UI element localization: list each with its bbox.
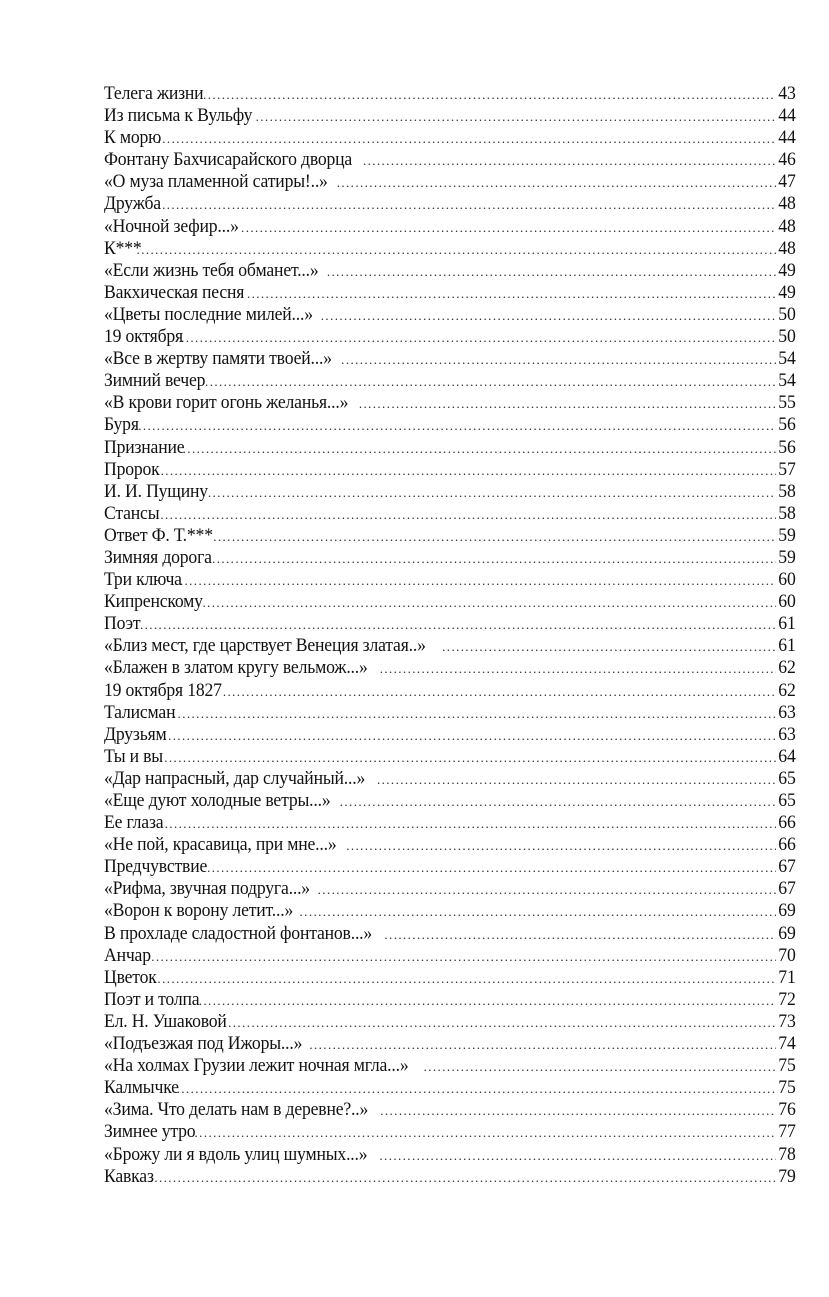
- toc-entry: [104, 414, 796, 436]
- toc-entry: [104, 657, 796, 679]
- toc-entry: [104, 591, 796, 613]
- toc-entry-page-number: 64: [778, 745, 796, 767]
- toc-entry-page-number: 48: [778, 215, 796, 237]
- toc-entry: [104, 348, 796, 370]
- dot-leader: [337, 172, 777, 194]
- toc-entry-page-number: 55: [778, 392, 796, 414]
- toc-entry-page-number: 56: [778, 414, 796, 436]
- dot-leader: [241, 217, 776, 239]
- toc-entry-title: «Не пой, красавица, при мне...»: [104, 834, 337, 856]
- dot-leader: [160, 747, 777, 769]
- toc-entry: [104, 790, 796, 812]
- toc-entry-title: «Еще дуют холодные ветры...»: [104, 790, 331, 811]
- toc-entry-page-number: 78: [778, 1143, 796, 1165]
- toc-entry: [104, 724, 796, 746]
- toc-entry-page-number: 44: [778, 127, 796, 149]
- toc-entry-page-number: 60: [778, 569, 796, 591]
- dot-leader: [156, 460, 776, 482]
- toc-entry-title: Зимний вечер: [104, 370, 206, 392]
- toc-entry-title: Ел. Н. Ушаковой: [104, 1010, 227, 1032]
- toc-entry-title: «Ворон к ворону летит...»: [104, 900, 294, 922]
- dot-leader: [195, 1122, 777, 1144]
- toc-entry-title: «Дар напрасный, дар случайный...»: [104, 767, 366, 789]
- toc-entry: [104, 1121, 796, 1143]
- dot-leader: [157, 194, 776, 216]
- toc-entry-title: «Близ мест, где царствует Венеция златая..»: [104, 635, 426, 657]
- toc-entry-page-number: 58: [778, 480, 796, 502]
- toc-entry-title: Анчар: [104, 944, 151, 966]
- dot-leader: [207, 857, 776, 879]
- toc-entry-title: Талисман: [104, 701, 176, 723]
- toc-entry-title: Поэт: [104, 613, 141, 635]
- toc-entry: [104, 459, 796, 481]
- dot-leader: [321, 305, 777, 327]
- dot-leader: [137, 239, 777, 261]
- toc-entry: [104, 481, 796, 503]
- toc-entry-page-number: 62: [778, 679, 796, 701]
- dot-leader: [163, 725, 776, 747]
- toc-entry: [104, 1144, 796, 1166]
- dot-leader: [380, 1100, 776, 1122]
- toc-entry-title: Зимняя дорога: [104, 546, 212, 568]
- toc-entry: [104, 1055, 796, 1077]
- table-of-contents: [104, 83, 796, 1188]
- toc-entry-page-number: 70: [778, 944, 796, 966]
- toc-entry-title: Ответ Ф. Т.***: [104, 524, 213, 546]
- toc-entry-title: «В крови горит огонь желанья...»: [104, 392, 349, 414]
- toc-entry: [104, 878, 796, 900]
- toc-entry-page-number: 69: [778, 900, 796, 922]
- toc-entry-page-number: 44: [778, 105, 796, 127]
- toc-entry-title: К***: [104, 237, 142, 259]
- toc-entry-title: Калмычке: [104, 1077, 179, 1099]
- toc-entry: [104, 967, 796, 989]
- dot-leader: [183, 438, 777, 460]
- dot-leader: [199, 990, 777, 1012]
- toc-entry-title: «Брожу ли я вдоль улиц шумных...»: [104, 1143, 368, 1165]
- toc-entry: [104, 171, 796, 193]
- dot-leader: [424, 1056, 777, 1078]
- toc-entry: [104, 680, 796, 702]
- toc-entry: [104, 83, 796, 105]
- toc-entry-page-number: 48: [778, 237, 796, 259]
- toc-entry: [104, 437, 796, 459]
- dot-leader: [247, 283, 776, 305]
- toc-entry: [104, 282, 796, 304]
- dot-leader: [134, 415, 777, 437]
- toc-entry-page-number: 72: [778, 988, 796, 1010]
- toc-entry-page-number: 49: [778, 281, 796, 303]
- toc-entry-page-number: 66: [778, 812, 796, 834]
- dot-leader: [213, 526, 776, 548]
- toc-entry-title: Из письма к Вульфу: [104, 105, 253, 127]
- dot-leader: [156, 504, 777, 526]
- toc-entry-page-number: 59: [778, 546, 796, 568]
- toc-entry: [104, 702, 796, 724]
- toc-entry-title: «Цветы последние милей...»: [104, 303, 313, 325]
- dot-leader: [173, 703, 777, 725]
- toc-entry: [104, 1077, 796, 1099]
- toc-entry-page-number: 66: [778, 834, 796, 856]
- toc-entry-title: Телега жизни: [104, 83, 204, 104]
- toc-entry: [104, 746, 796, 768]
- dot-leader: [223, 681, 777, 703]
- dot-leader: [379, 1145, 776, 1167]
- dot-leader: [442, 636, 776, 658]
- toc-entry-page-number: 59: [778, 524, 796, 546]
- toc-entry-page-number: 74: [778, 1033, 796, 1055]
- toc-entry-page-number: 67: [778, 856, 796, 878]
- toc-entry: [104, 525, 796, 547]
- toc-entry-page-number: 43: [778, 83, 796, 104]
- toc-entry-page-number: 63: [778, 723, 796, 745]
- toc-entry: [104, 613, 796, 635]
- toc-entry-title: Ее глаза: [104, 812, 164, 834]
- toc-entry-page-number: 79: [778, 1165, 796, 1187]
- toc-entry: [104, 1011, 796, 1033]
- toc-entry-page-number: 54: [778, 348, 796, 370]
- toc-entry-page-number: 76: [778, 1099, 796, 1121]
- toc-entry: [104, 547, 796, 569]
- toc-entry-page-number: 63: [778, 701, 796, 723]
- toc-entry-title: И. И. Пущину: [104, 480, 208, 502]
- dot-leader: [181, 327, 776, 349]
- toc-entry-page-number: 50: [778, 326, 796, 348]
- toc-entry: [104, 1033, 796, 1055]
- dot-leader: [203, 84, 776, 106]
- toc-entry-page-number: 69: [778, 922, 796, 944]
- dot-leader: [340, 791, 777, 813]
- toc-entry: [104, 569, 796, 591]
- toc-entry: [104, 216, 796, 238]
- toc-entry: [104, 149, 796, 171]
- toc-entry: [104, 768, 796, 790]
- toc-entry-title: Кавказ: [104, 1165, 154, 1187]
- toc-entry-title: «Ночной зефир...»: [104, 215, 239, 237]
- toc-entry: [104, 900, 796, 922]
- toc-entry: [104, 1166, 796, 1188]
- toc-entry: [104, 105, 796, 127]
- toc-entry: [104, 304, 796, 326]
- toc-entry-page-number: 62: [778, 657, 796, 679]
- toc-entry: [104, 260, 796, 282]
- dot-leader: [377, 769, 776, 791]
- toc-entry-title: Вакхическая песня: [104, 281, 245, 303]
- dot-leader: [384, 924, 776, 946]
- toc-entry: [104, 945, 796, 967]
- toc-entry-title: Признание: [104, 436, 185, 458]
- toc-entry-page-number: 65: [778, 767, 796, 789]
- toc-entry-page-number: 77: [778, 1121, 796, 1143]
- dot-leader: [135, 614, 776, 636]
- dot-leader: [300, 901, 777, 923]
- dot-leader: [256, 106, 777, 128]
- toc-entry-page-number: 50: [778, 303, 796, 325]
- dot-leader: [208, 482, 776, 504]
- toc-entry-title: Ты и вы: [104, 745, 163, 767]
- toc-entry-title: «Если жизнь тебя обманет...»: [104, 259, 319, 281]
- toc-entry-page-number: 75: [778, 1055, 796, 1077]
- toc-entry-title: «Зима. Что делать нам в деревне?..»: [104, 1099, 369, 1121]
- toc-entry: [104, 326, 796, 348]
- dot-leader: [147, 946, 777, 968]
- toc-entry-title: «Все в жертву памяти твоей...»: [104, 348, 332, 370]
- toc-entry: [104, 856, 796, 878]
- toc-entry-page-number: 75: [778, 1077, 796, 1099]
- toc-entry-title: Предчувствие: [104, 856, 208, 878]
- toc-entry-page-number: 60: [778, 591, 796, 613]
- toc-entry-title: К морю: [104, 127, 162, 149]
- toc-entry-page-number: 47: [778, 171, 796, 193]
- dot-leader: [150, 1167, 777, 1189]
- toc-entry: [104, 370, 796, 392]
- toc-entry-title: «Рифма, звучная подруга...»: [104, 878, 310, 900]
- toc-entry-page-number: 67: [778, 878, 796, 900]
- toc-entry-title: «О муза пламенной сатиры!..»: [104, 171, 328, 193]
- toc-entry-page-number: 58: [778, 502, 796, 524]
- toc-entry: [104, 127, 796, 149]
- toc-entry-page-number: 71: [778, 966, 796, 988]
- dot-leader: [327, 261, 777, 283]
- dot-leader: [363, 150, 776, 172]
- toc-entry-page-number: 57: [778, 458, 796, 480]
- dot-leader: [177, 1078, 777, 1100]
- dot-leader: [205, 371, 776, 393]
- toc-entry-page-number: 54: [778, 370, 796, 392]
- toc-entry-title: Пророк: [104, 458, 160, 480]
- toc-entry-page-number: 61: [778, 635, 796, 657]
- toc-entry: [104, 635, 796, 657]
- dot-leader: [160, 813, 776, 835]
- toc-entry-title: В прохладе сладостной фонтанов...»: [104, 922, 373, 944]
- dot-leader: [153, 968, 777, 990]
- toc-entry: [104, 1099, 796, 1121]
- toc-entry: [104, 834, 796, 856]
- dot-leader: [158, 128, 777, 150]
- toc-entry-page-number: 61: [778, 613, 796, 635]
- dot-leader: [359, 393, 777, 415]
- toc-entry: [104, 503, 796, 525]
- toc-entry-page-number: 65: [778, 790, 796, 811]
- toc-entry-page-number: 48: [778, 193, 796, 215]
- toc-entry-title: «Подъезжая под Ижоры...»: [104, 1033, 303, 1055]
- dot-leader: [380, 658, 777, 680]
- toc-entry: [104, 193, 796, 215]
- toc-entry-title: Стансы: [104, 502, 160, 524]
- toc-entry: [104, 923, 796, 945]
- toc-entry: [104, 812, 796, 834]
- toc-entry-title: Поэт и толпа: [104, 988, 200, 1010]
- dot-leader: [180, 570, 777, 592]
- dot-leader: [309, 1034, 776, 1056]
- toc-entry-title: Фонтану Бахчисарайского дворца: [104, 149, 353, 171]
- toc-entry-title: Дружба: [104, 193, 161, 215]
- toc-entry-title: Кипренскому: [104, 591, 203, 613]
- dot-leader: [202, 592, 776, 614]
- toc-entry: [104, 238, 796, 260]
- toc-entry-title: «Блажен в златом кругу вельмож...»: [104, 657, 368, 679]
- dot-leader: [212, 548, 776, 570]
- dot-leader: [318, 879, 777, 901]
- toc-entry-title: Три ключа: [104, 569, 182, 591]
- toc-entry-title: «На холмах Грузии лежит ночная мгла...»: [104, 1055, 409, 1077]
- toc-entry-title: 19 октября: [104, 326, 183, 348]
- toc-entry-page-number: 46: [778, 149, 796, 171]
- toc-entry: [104, 989, 796, 1011]
- dot-leader: [228, 1012, 776, 1034]
- toc-entry-title: Друзьям: [104, 723, 167, 745]
- toc-entry: [104, 392, 796, 414]
- toc-entry-title: Цветок: [104, 966, 157, 988]
- toc-entry-title: 19 октября 1827: [104, 679, 222, 701]
- toc-entry-page-number: 56: [778, 436, 796, 458]
- toc-entry-title: Зимнее утро: [104, 1121, 196, 1143]
- dot-leader: [346, 835, 776, 857]
- dot-leader: [341, 349, 776, 371]
- toc-entry-title: Буря: [104, 414, 139, 436]
- toc-entry-page-number: 73: [778, 1010, 796, 1032]
- toc-entry-page-number: 49: [778, 259, 796, 281]
